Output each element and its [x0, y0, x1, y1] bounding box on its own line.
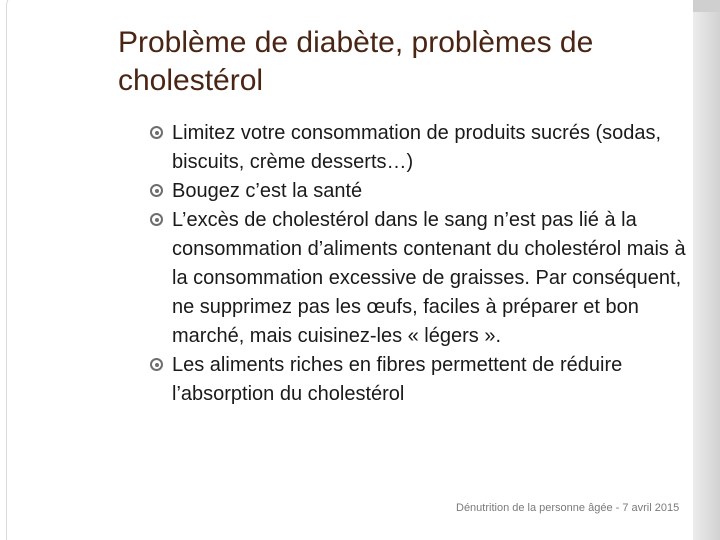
bullet-item	[150, 177, 698, 206]
circled-dot-bullet-icon	[150, 358, 163, 371]
circled-dot-bullet-icon	[150, 184, 163, 197]
bullet-item	[150, 206, 698, 351]
slide-footer: Dénutrition de la personne âgée - 7 avril 2015	[456, 502, 680, 514]
bullet-list	[150, 119, 698, 409]
bullet-text: Limitez votre consommation de produits sucrés (sodas, biscuits, crème desserts…)	[172, 122, 662, 173]
bullet-text: L’excès de cholestérol dans le sang n’est pas lié à la consommation d’aliments contenant du cholestérol mais à la consommation excessive de graisses. Par conséquent, ne supprimez pas les œufs, faciles à préparer et bon marché, mais cuisinez-les « légers ».	[172, 209, 686, 347]
bullet-text: Bougez c’est la santé	[172, 180, 363, 202]
right-decorative-bar-cap	[693, 0, 720, 12]
bullet-text: Les aliments riches en fibres permettent de réduire l’absorption du cholestérol	[172, 354, 623, 405]
bullet-item	[150, 119, 698, 177]
circled-dot-bullet-icon	[150, 213, 163, 226]
circled-dot-bullet-icon	[150, 126, 163, 139]
bullet-item	[150, 351, 698, 409]
slide-title: Problème de diabète, problèmes de cholestérol	[118, 26, 594, 97]
